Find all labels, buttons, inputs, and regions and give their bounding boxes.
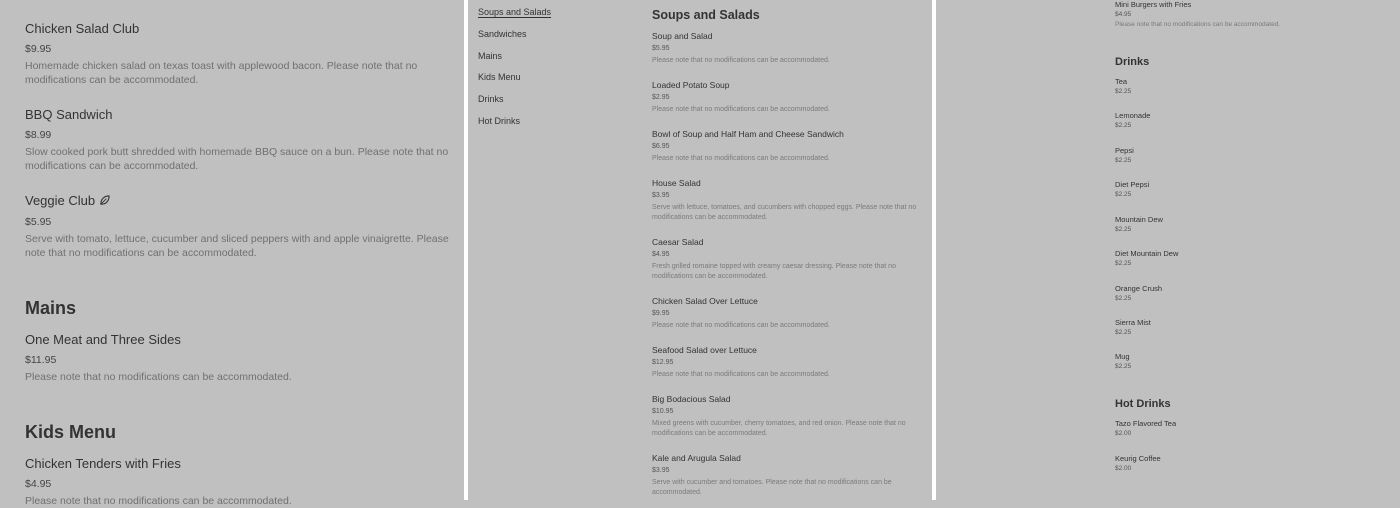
- item-name: Loaded Potato Soup: [652, 80, 730, 90]
- item-price: $9.95: [652, 310, 670, 317]
- item-price: $2.25: [1115, 122, 1132, 129]
- menu-item[interactable]: [652, 129, 922, 164]
- menu-item[interactable]: [652, 31, 922, 66]
- item-name: Chicken Salad Over Lettuce: [652, 296, 758, 306]
- menu-item[interactable]: [25, 193, 450, 260]
- item-price: $8.99: [25, 129, 52, 141]
- menu-item[interactable]: [652, 453, 922, 498]
- menu-item[interactable]: [25, 332, 450, 384]
- menu-item[interactable]: [652, 394, 922, 439]
- section-heading-kids-menu: Kids Menu: [25, 422, 117, 442]
- item-price: $2.95: [652, 94, 670, 101]
- item-name: BBQ Sandwich: [25, 107, 113, 122]
- item-name: Diet Mountain Dew: [1115, 249, 1179, 258]
- item-name: Caesar Salad: [652, 237, 704, 247]
- menu-item[interactable]: [25, 456, 450, 508]
- menu-item[interactable]: [1115, 318, 1385, 337]
- item-price: $2.25: [1115, 363, 1132, 370]
- menu-panel-right: [936, 0, 1400, 500]
- item-price: $12.95: [652, 359, 674, 366]
- item-price: $10.95: [652, 408, 674, 415]
- item-name: Chicken Tenders with Fries: [25, 456, 181, 471]
- menu-item[interactable]: [25, 107, 450, 173]
- menu-item[interactable]: [652, 296, 922, 331]
- item-price: $4.95: [1115, 11, 1132, 18]
- item-price: $2.00: [1115, 465, 1132, 472]
- section-heading-soups-and-salads: Soups and Salads: [652, 8, 760, 22]
- item-price: $5.95: [25, 216, 52, 228]
- menu-item[interactable]: [652, 80, 922, 115]
- section-heading-drinks: Drinks: [1115, 56, 1150, 68]
- menu-item[interactable]: [1115, 419, 1385, 438]
- item-name: Bowl of Soup and Half Ham and Cheese Sandwich: [652, 129, 844, 139]
- item-price: $2.25: [1115, 88, 1132, 95]
- menu-item[interactable]: [1115, 180, 1385, 199]
- nav-item-sandwiches[interactable]: Sandwiches: [478, 29, 527, 39]
- item-description: Please note that no modifications can be accommodated.: [652, 57, 830, 64]
- menu-item[interactable]: [1115, 111, 1385, 130]
- item-description: Serve with cucumber and tomatoes. Please note that no modifications can be accommodated.: [652, 479, 892, 496]
- item-name: Soup and Salad: [652, 31, 713, 41]
- item-price: $4.95: [25, 478, 52, 490]
- item-name: Tea: [1115, 77, 1128, 86]
- nav-item-drinks[interactable]: Drinks: [478, 94, 504, 104]
- item-price: $2.25: [1115, 295, 1132, 302]
- item-description: Please note that no modifications can be accommodated.: [25, 371, 292, 383]
- item-description: Please note that no modifications can be accommodated.: [652, 322, 830, 329]
- menu-item[interactable]: [25, 21, 450, 87]
- item-name: Big Bodacious Salad: [652, 394, 731, 404]
- item-price: $3.95: [652, 467, 670, 474]
- nav-item-soups-and-salads[interactable]: Soups and Salads: [478, 7, 552, 17]
- menu-item[interactable]: [1115, 284, 1385, 303]
- menu-panel-left: [0, 0, 464, 507]
- item-name: Chicken Salad Club: [25, 21, 140, 36]
- menu-item[interactable]: [1115, 352, 1385, 371]
- item-price: $2.00: [1115, 430, 1132, 437]
- item-name: Keurig Coffee: [1115, 454, 1161, 463]
- item-name: Veggie Club: [25, 193, 96, 208]
- nav-item-hot-drinks[interactable]: Hot Drinks: [478, 116, 521, 126]
- item-description: Please note that no modifications can be accommodated.: [1115, 21, 1281, 28]
- item-description: Fresh grilled romaine topped with creamy caesar dressing. Please note that no modifications can be accommodated.: [652, 263, 896, 280]
- menu-item[interactable]: [652, 178, 922, 223]
- item-name: Tazo Flavored Tea: [1115, 419, 1177, 428]
- item-name: Mug: [1115, 352, 1130, 361]
- item-price: $2.25: [1115, 157, 1132, 164]
- item-name: Sierra Mist: [1115, 318, 1151, 327]
- item-name: One Meat and Three Sides: [25, 332, 181, 347]
- menu-item[interactable]: [1115, 146, 1385, 165]
- item-price: $2.25: [1115, 191, 1132, 198]
- item-name: Lemonade: [1115, 111, 1151, 120]
- menu-item[interactable]: [1115, 215, 1385, 234]
- item-name: Mountain Dew: [1115, 215, 1163, 224]
- menu-item[interactable]: [652, 345, 922, 380]
- nav-item-kids-menu[interactable]: Kids Menu: [478, 72, 521, 82]
- menu-item[interactable]: [1115, 249, 1385, 268]
- item-name: Seafood Salad over Lettuce: [652, 345, 757, 355]
- menu-item[interactable]: [1115, 454, 1385, 473]
- menu-item[interactable]: [652, 237, 922, 282]
- item-name: Pepsi: [1115, 146, 1134, 155]
- menu-item[interactable]: [1115, 77, 1385, 96]
- item-description: Please note that no modifications can be accommodated.: [25, 495, 292, 507]
- item-price: $9.95: [25, 43, 52, 55]
- item-price: $2.25: [1115, 226, 1132, 233]
- menu-item[interactable]: [1115, 0, 1385, 29]
- item-description: Mixed greens with cucumber, cherry tomatoes, and red onion. Please note that no modifications can be accommodated.: [652, 420, 906, 437]
- item-name-row: [25, 193, 450, 210]
- vegetarian-leaf-icon: [99, 194, 110, 210]
- item-description: Serve with tomato, lettuce, cucumber and sliced peppers with and apple vinaigrette. Please note that no modifications can be accommodated.: [25, 233, 449, 259]
- item-name: Diet Pepsi: [1115, 180, 1150, 189]
- item-description: Please note that no modifications can be accommodated.: [652, 371, 830, 378]
- item-name: Orange Crush: [1115, 284, 1163, 293]
- item-price: $2.25: [1115, 329, 1132, 336]
- item-description: Homemade chicken salad on texas toast with applewood bacon. Please note that no modifications can be accommodated.: [25, 60, 418, 86]
- item-description: Please note that no modifications can be accommodated.: [652, 155, 830, 162]
- item-description: Please note that no modifications can be accommodated.: [652, 106, 830, 113]
- item-price: $2.25: [1115, 260, 1132, 267]
- item-price: $5.95: [652, 45, 670, 52]
- item-name: Kale and Arugula Salad: [652, 453, 741, 463]
- item-price: $3.95: [652, 192, 670, 199]
- menu-panel-middle: [468, 0, 932, 500]
- item-name: Mini Burgers with Fries: [1115, 0, 1192, 9]
- nav-item-mains[interactable]: Mains: [478, 51, 503, 61]
- item-description: Serve with lettuce, tomatoes, and cucumbers with chopped eggs. Please note that no modifications can be accommodated.: [652, 204, 917, 221]
- item-name: House Salad: [652, 178, 701, 188]
- item-price: $4.95: [652, 251, 670, 258]
- section-heading-hot-drinks: Hot Drinks: [1115, 398, 1171, 410]
- section-heading-mains: Mains: [25, 298, 77, 318]
- item-price: $11.95: [25, 354, 57, 366]
- item-description: Slow cooked pork butt shredded with homemade BBQ sauce on a bun. Please note that no modifications can be accommodated.: [25, 146, 449, 172]
- item-price: $6.95: [652, 143, 670, 150]
